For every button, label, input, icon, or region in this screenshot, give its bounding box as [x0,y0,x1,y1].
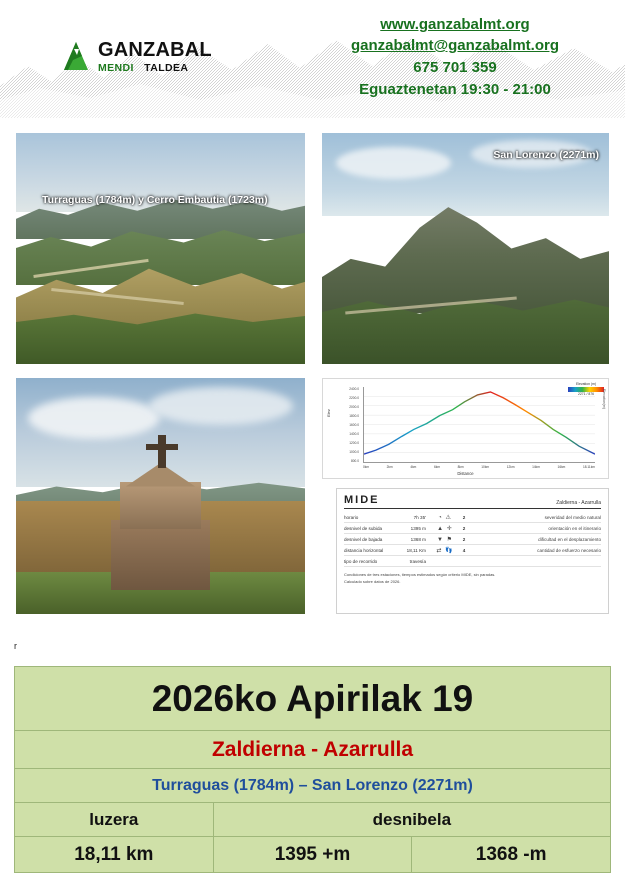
route-info-table [14,666,611,873]
mide-key: horario [344,514,359,520]
email-link[interactable]: ganzabalmt@ganzabalmt.org [351,37,559,54]
y-tick: 1800.0 [349,414,359,418]
x-tick: 16km [557,465,566,469]
mide-value: 1395 m [410,525,426,531]
mide-key: desnivel de bajada [344,536,383,542]
x-tick: 8km [457,465,464,469]
mide-row [344,512,601,523]
chart-x-ticks [363,465,595,469]
mide-key: desnivel de subida [344,525,383,531]
x-tick: 18.11km [582,465,595,469]
ascent-icon: ▲ ✛ [437,525,453,532]
mide-row [344,523,601,534]
stray-character: r [14,641,17,651]
logo-name: GANZABAL [98,39,212,62]
x-tick: 6km [433,465,440,469]
y-tick: 2400.0 [349,387,359,391]
mide-row [344,556,601,567]
table-row [15,769,611,803]
chart-legend-values: 2271 / 876 [577,392,595,397]
mide-score: 2 [462,514,466,520]
logo-mendi: MENDI [98,62,134,75]
x-tick: 4km [410,465,417,469]
chart-y-axis-label: Elev [326,409,331,417]
y-tick: 800.0 [351,459,359,463]
mide-footnote-1: Condiciones de tres estaciones, tiempos estimados según criterio MIDE, sin paradas. [344,572,496,577]
contact-block [300,16,610,98]
table-row [15,731,611,769]
y-tick: 1600.0 [349,423,359,427]
x-tick: 10km [481,465,490,469]
x-tick: 2km [386,465,393,469]
mide-footnote-2: Calculado sobre datos de 2026. [344,578,401,584]
mide-key: distancia horizontal [344,547,384,553]
table-row [15,837,611,873]
mide-score: 2 [462,536,466,542]
mide-score: 2 [462,525,466,531]
y-tick: 2200.0 [349,396,359,400]
x-tick: 12km [506,465,515,469]
peaks-title: Turraguas (1784m) – San Lorenzo (2271m) [15,769,611,803]
descent-value: 1368 -m [412,837,611,873]
chart-plot-area [363,387,595,463]
mide-row [344,534,601,545]
photo-san-lorenzo [320,131,611,366]
elevation-header: desnibela [213,803,610,837]
x-tick: 14km [532,465,540,469]
mide-value: 18,11 Km [406,547,426,553]
mide-desc: cantidad de esfuerzo necesario [537,547,601,553]
mide-value: travesía [409,558,426,564]
mide-value: 1368 m [410,536,426,542]
route-title: Zaldierna - Azarrulla [15,731,611,769]
y-tick: 1200.0 [349,441,359,445]
x-tick: 0km [363,465,370,469]
length-value: 18,11 km [15,837,214,873]
mide-score: 4 [462,547,466,553]
mide-desc: dificultad en el desplazamiento [538,536,601,542]
mide-row [344,545,601,556]
chart-legend-title: Elevation (m) [576,382,596,386]
mide-table [334,486,611,616]
table-row [15,667,611,731]
mountain-logo-icon [62,40,92,74]
descent-icon: ▼ ⚑ [437,536,453,543]
y-tick: 2000.0 [349,405,359,409]
chart-series-path [364,387,595,462]
y-tick: 1000.0 [349,450,359,454]
chart-right-axis-label: Elevation(m) [602,388,606,409]
logo-taldea: TALDEA [144,62,189,75]
elevation-profile-chart [320,376,611,481]
chart-x-axis-label: Distance [457,471,474,476]
length-header: luzera [15,803,214,837]
mide-value: 7h 35' [413,514,426,520]
photo-grid [14,131,611,616]
distance-icon: ⇄ 👣 [436,547,454,554]
table-row [15,803,611,837]
chart-y-ticks [337,387,359,463]
photo-monument [14,376,307,616]
mide-desc: severidad del medio natural [544,514,601,520]
photo-turraguas [14,131,307,366]
opening-hours: Eguaztenetan 19:30 - 21:00 [359,81,551,98]
event-date: 2026ko Apirilak 19 [15,667,611,731]
ascent-value: 1395 +m [213,837,412,873]
mide-route-name: Zaldierna - Azarrulla [556,500,601,506]
mide-desc: orientación en el itinerario [548,525,601,531]
y-tick: 1400.0 [349,432,359,436]
header [0,0,625,122]
phone-number: 675 701 359 [413,59,497,76]
mide-key: tipo de recorrido [344,558,378,564]
mide-logo: MIDE [344,494,380,506]
photo-caption-san-lorenzo: San Lorenzo (2271m) [493,149,599,161]
logo [62,40,212,74]
clock-icon: ◔ ⚠ [438,514,452,521]
website-link[interactable]: www.ganzabalmt.org [380,16,530,33]
photo-caption-turraguas: Turraguas (1784m) y Cerro Embautia (1723m) [42,194,268,206]
